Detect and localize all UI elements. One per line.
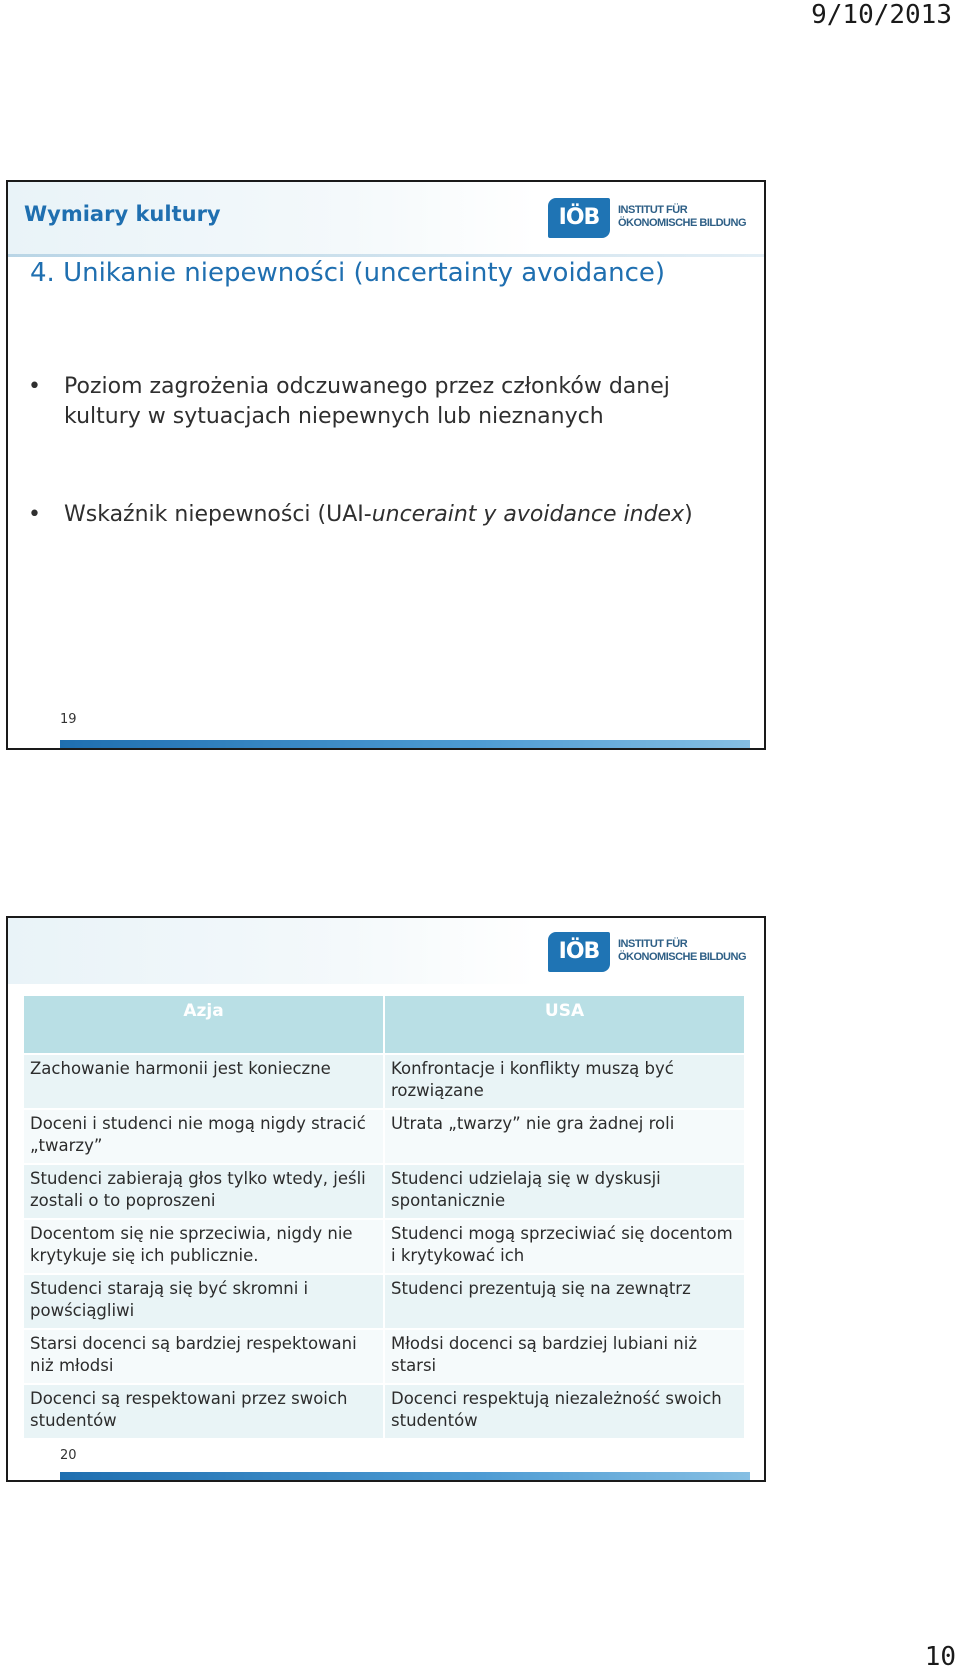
- logo-text: [618, 938, 746, 964]
- logo-line-2: ÖKONOMISCHE BILDUNG: [618, 951, 746, 963]
- table-cell-usa: Młodsi docenci są bardziej lubiani niż starsi: [385, 1330, 744, 1383]
- logo-line-2: ÖKONOMISCHE BILDUNG: [618, 217, 746, 229]
- bullet-text: [64, 500, 728, 530]
- ioeb-logo: [548, 196, 748, 240]
- logo-line-1: INSTITUT FÜR: [618, 204, 688, 216]
- table-cell-usa: Studenci prezentują się na zewnątrz: [385, 1275, 744, 1328]
- table-cell-usa: Studenci udzielają się w dyskusji spontanicznie: [385, 1165, 744, 1218]
- logo-line-1: INSTITUT FÜR: [618, 938, 688, 950]
- table-row: [24, 1330, 744, 1383]
- logo-badge: IÖB: [548, 198, 610, 238]
- table-cell-usa: Utrata „twarzy” nie gra żadnej roli: [385, 1110, 744, 1163]
- bullet-text: Poziom zagrożenia odczuwanego przez członków danej kultury w sytuacjach niepewnych lub nieznanych: [64, 374, 670, 429]
- table-cell-asia: Starsi docenci są bardziej respektowani niż młodsi: [24, 1330, 383, 1383]
- logo-badge: IÖB: [548, 932, 610, 972]
- table-cell-asia: Docentom się nie sprzeciwia, nigdy nie krytykuje się ich publicznie.: [24, 1220, 383, 1273]
- table-cell-usa: Docenci respektują niezależność swoich studentów: [385, 1385, 744, 1438]
- page-date: 9/10/2013: [811, 0, 952, 30]
- header-divider: [8, 254, 764, 257]
- table-row: [24, 1220, 744, 1273]
- column-header-asia: Azja: [24, 996, 383, 1053]
- table-header-row: [24, 996, 744, 1053]
- slide-20: [6, 916, 766, 1482]
- bullet-dot: •: [28, 374, 41, 399]
- column-header-usa: USA: [385, 996, 744, 1053]
- slide-number: 20: [60, 1448, 77, 1463]
- table-cell-usa: Studenci mogą sprzeciwiać się docentom i krytykować ich: [385, 1220, 744, 1273]
- table-cell-asia: Studenci zabierają głos tylko wtedy, jeśli zostali o to poproszeni: [24, 1165, 383, 1218]
- bullet-1: [28, 372, 728, 432]
- table-cell-asia: Doceni i studenci nie mogą nigdy stracić „twarzy”: [24, 1110, 383, 1163]
- table-row: [24, 1385, 744, 1438]
- slide-footer-bar: [60, 740, 750, 748]
- bullet-suffix: ): [684, 502, 693, 527]
- slide-footer-bar: [60, 1472, 750, 1480]
- table-row: [24, 1275, 744, 1328]
- logo-text: [618, 204, 746, 230]
- table-cell-usa: Konfrontacje i konflikty muszą być rozwiązane: [385, 1055, 744, 1108]
- slide-title: 4. Unikanie niepewności (uncertainty avoidance): [30, 258, 666, 288]
- bullet-dot: •: [28, 502, 41, 527]
- table-cell-asia: Zachowanie harmonii jest konieczne: [24, 1055, 383, 1108]
- page-number: 10: [924, 1642, 956, 1672]
- bullet-italic: unceraint y avoidance index: [371, 502, 685, 527]
- table-cell-asia: Studenci starają się być skromni i powściągliwi: [24, 1275, 383, 1328]
- table-row: [24, 1165, 744, 1218]
- ioeb-logo: [548, 930, 748, 974]
- bullet-2: [28, 500, 728, 530]
- slide-19: [6, 180, 766, 750]
- table-row: [24, 1110, 744, 1163]
- table-cell-asia: Docenci są respektowani przez swoich studentów: [24, 1385, 383, 1438]
- slide-category: Wymiary kultury: [24, 202, 221, 226]
- slide-number: 19: [60, 712, 77, 727]
- table-row: [24, 1055, 744, 1108]
- comparison-table: [22, 994, 746, 1440]
- bullet-prefix: Wskaźnik niepewności (UAI-: [64, 502, 372, 527]
